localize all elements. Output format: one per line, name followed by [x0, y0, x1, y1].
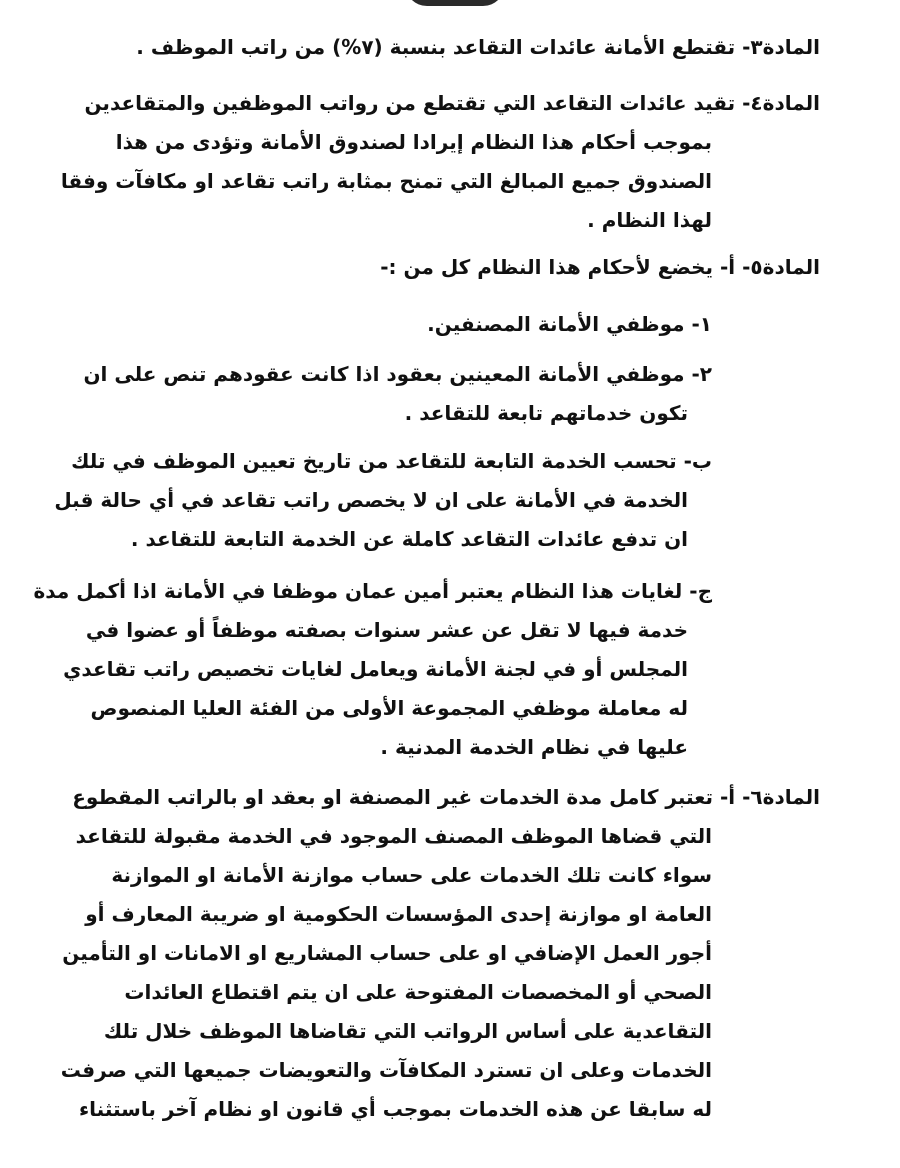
article-5-c — [33, 572, 820, 767]
article-6-a-label: أ- — [719, 785, 736, 809]
article-4 — [60, 84, 820, 240]
article-6-line-2: التي قضاها الموظف المصنف الموجود في الخدمة مقبولة للتقاعد — [75, 824, 712, 848]
article-5-c-line-1: لغايات هذا النظام يعتبر أمين عمان موظفا في الأمانة اذا أكمل مدة — [33, 579, 683, 603]
item-1-text: موظفي الأمانة المصنفين. — [427, 312, 685, 336]
article-6-line-1: تعتبر كامل مدة الخدمات غير المصنفة او بعقد او بالراتب المقطوع — [72, 785, 714, 809]
article-5-c-line-3: المجلس أو في لجنة الأمانة ويعامل لغايات تخصيص راتب تقاعدي — [63, 657, 688, 681]
article-6-line-6: الصحي أو المخصصات المفتوحة على ان يتم اقتطاع العائدات — [124, 980, 712, 1004]
article-6-line-8: الخدمات وعلى ان تسترد المكافآت والتعويضات جميعها التي صرفت — [60, 1058, 712, 1082]
article-5-a-intro: يخضع لأحكام هذا النظام كل من :- — [380, 255, 714, 279]
article-5-c-line-2: خدمة فيها لا تقل عن عشر سنوات بصفته موظفاً أو عضوا في — [85, 618, 688, 642]
article-3-heading: المادة٣- — [742, 35, 820, 59]
article-6-line-4: العامة او موازنة إحدى المؤسسات الحكومية او ضريبة المعارف أو — [85, 902, 712, 926]
article-5-c-label: ج- — [689, 579, 712, 603]
article-5-item-1 — [100, 305, 820, 344]
article-5-b-line-3: ان تدفع عائدات التقاعد كاملة عن الخدمة التابعة للتقاعد . — [130, 527, 688, 551]
item-2-line-2: تكون خدماتهم تابعة للتقاعد . — [404, 401, 688, 425]
article-5-a — [78, 248, 820, 287]
article-4-heading: المادة٤- — [742, 91, 820, 115]
article-5-b-line-1: تحسب الخدمة التابعة للتقاعد من تاريخ تعيين الموظف في تلك — [71, 449, 677, 473]
article-5-c-line-5: عليها في نظام الخدمة المدنية . — [380, 735, 688, 759]
item-2-line-1: موظفي الأمانة المعينين بعقود اذا كانت عقودهم تنص على ان — [83, 362, 685, 386]
article-5-item-2 — [83, 355, 820, 433]
item-1-label: ١- — [691, 312, 712, 336]
article-5-c-line-4: له معاملة موظفي المجموعة الأولى من الفئة العليا المنصوص — [90, 696, 688, 720]
article-4-line-4: لهذا النظام . — [587, 208, 712, 232]
article-5-b — [54, 442, 820, 559]
article-6-line-7: التقاعدية على أساس الرواتب التي تقاضاها الموظف خلال تلك — [103, 1019, 712, 1043]
article-4-line-2: بموجب أحكام هذا النظام إيرادا لصندوق الأمانة وتؤدى من هذا — [115, 130, 712, 154]
article-5-b-line-2: الخدمة في الأمانة على ان لا يخصص راتب تقاعد في أي حالة قبل — [54, 488, 688, 512]
article-5-heading: المادة٥- — [742, 255, 820, 279]
article-6-heading: المادة٦- — [742, 785, 820, 809]
article-4-line-3: الصندوق جميع المبالغ التي تمنح بمثابة راتب تقاعد او مكافآت وفقا — [60, 169, 712, 193]
item-2-label: ٢- — [691, 362, 712, 386]
article-5-b-label: ب- — [683, 449, 712, 473]
article-3 — [78, 28, 820, 67]
article-6-line-5: أجور العمل الإضافي او على حساب المشاريع او الامانات او التأمين — [62, 941, 712, 965]
article-3-line-1: تقتطع الأمانة عائدات التقاعد بنسبة (٧%) من راتب الموظف . — [136, 35, 736, 59]
article-5-a-label: أ- — [719, 255, 736, 279]
article-6-line-9: له سابقا عن هذه الخدمات بموجب أي قانون او نظام آخر باستثناء — [78, 1097, 712, 1121]
article-6-line-3: سواء كانت تلك الخدمات على حساب موازنة الأمانة او الموازنة — [111, 863, 712, 887]
page-header-emblem-fragment — [405, 0, 505, 6]
article-6-a — [60, 778, 820, 1129]
article-4-line-1: تقيد عائدات التقاعد التي تقتطع من رواتب الموظفين والمتقاعدين — [84, 91, 736, 115]
